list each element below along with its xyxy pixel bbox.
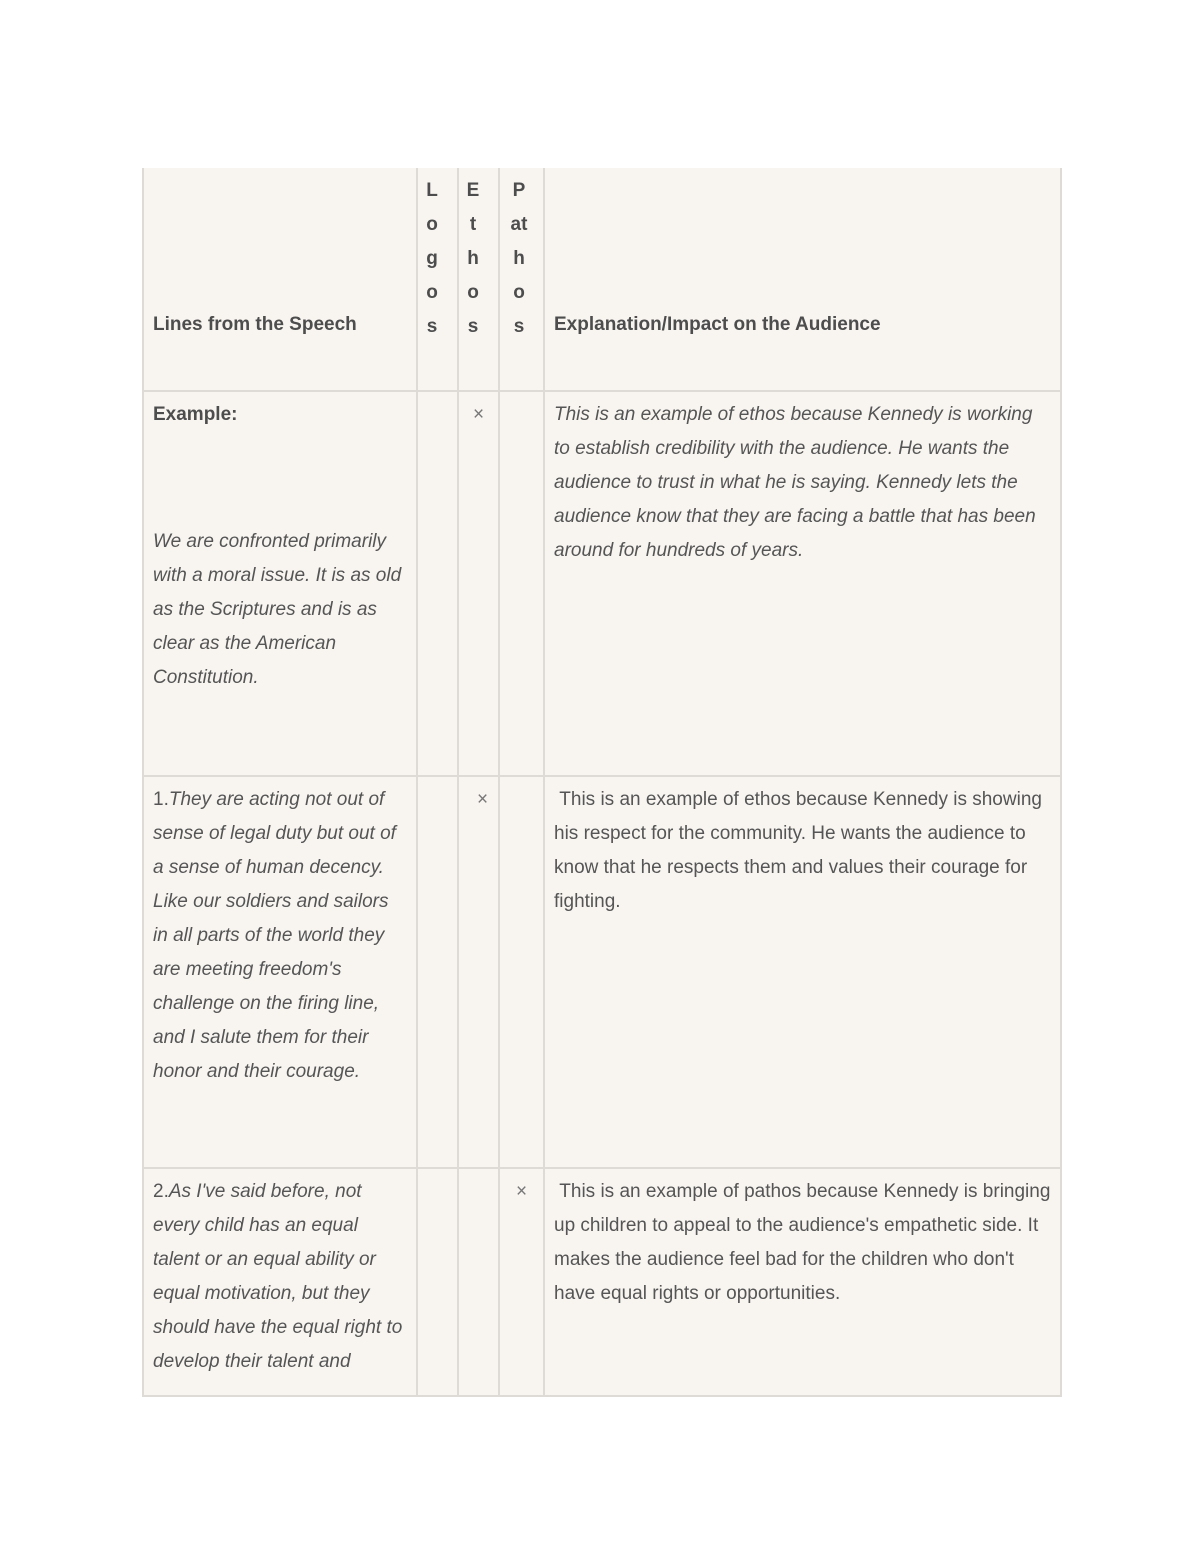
explanation-text: This is an example of ethos because Kennedy is working to establish credibility with the audience. He wants the audience to trust in what he is saying. Kennedy lets the audience know that they are facing a battle that has been around for hundreds of years.	[554, 404, 1036, 561]
header-lines: Lines from the Speech	[143, 168, 417, 391]
example-label: Example:	[153, 404, 238, 425]
header-pathos: P at h o s	[499, 168, 544, 391]
header-explanation: Explanation/Impact on the Audience	[544, 168, 1061, 391]
analysis-table	[142, 168, 1062, 1397]
explanation-cell	[544, 1168, 1061, 1396]
speech-quote: They are acting not out of sense of legal duty but out of a sense of human decency. Like our soldiers and sailors in all parts of the world they are meeting freedom's challenge on the firing line, and I salute them for their honor and their courage.	[153, 789, 396, 1082]
row-number: 2.	[153, 1181, 169, 1202]
header-ethos: E t h o s	[458, 168, 499, 391]
speech-line-cell	[143, 1168, 417, 1396]
check-mark: ×	[515, 1181, 528, 1202]
explanation-cell	[544, 776, 1061, 1168]
ethos-cell	[458, 1168, 499, 1396]
explanation-text: This is an example of pathos because Kennedy is bringing up children to appeal to the audience's empathetic side. It makes the audience feel bad for the children who don't have equal rights or opportunities.	[554, 1181, 1056, 1304]
speech-quote: As I've said before, not every child has an equal talent or an equal ability or equal motivation, but they should have the equal right to develop their talent and	[153, 1181, 403, 1372]
row-number: 1.	[153, 789, 169, 810]
pathos-cell	[499, 391, 544, 776]
pathos-cell	[499, 1168, 544, 1396]
header-logos: L o g o s	[417, 168, 458, 391]
speech-line-cell	[143, 776, 417, 1168]
explanation-cell	[544, 391, 1061, 776]
speech-quote: We are confronted primarily with a moral issue. It is as old as the Scriptures and is as clear as the American Constitution.	[153, 531, 402, 688]
header-row	[143, 168, 1061, 391]
pathos-cell	[499, 776, 544, 1168]
explanation-text: This is an example of ethos because Kennedy is showing his respect for the community. He wants the audience to know that he respects them and values their courage for fighting.	[554, 789, 1048, 912]
ethos-cell	[458, 391, 499, 776]
logos-cell	[417, 391, 458, 776]
table-row	[143, 776, 1061, 1168]
table-row	[143, 391, 1061, 776]
check-mark: ×	[476, 789, 489, 810]
logos-cell	[417, 1168, 458, 1396]
speech-line-cell	[143, 391, 417, 776]
check-mark: ×	[472, 404, 485, 425]
table-row	[143, 1168, 1061, 1396]
logos-cell	[417, 776, 458, 1168]
ethos-cell	[458, 776, 499, 1168]
